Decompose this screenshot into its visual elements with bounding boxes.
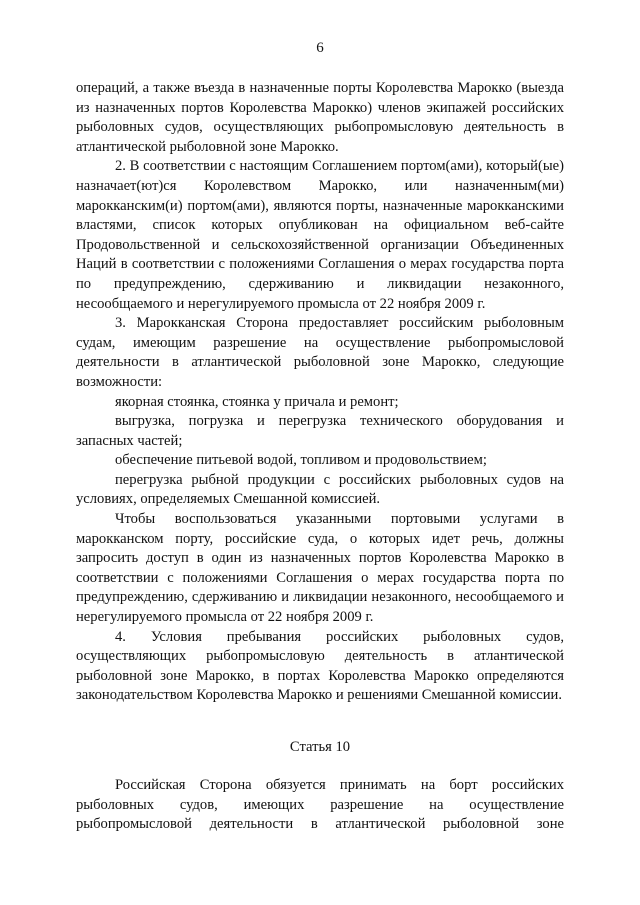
article-heading: Статья 10: [289, 739, 351, 755]
paragraph-continuation: операций, а также въезда в назначенные порты Королевства Марокко (выезда из назначенных портов Королевства Марокко) членов экипажей российских рыболовных судов, осуществляющих рыбопромысловую деятельность в атлантической рыболовной зоне Марокко.: [76, 80, 564, 155]
list-item-transshipment: перегрузка рыбной продукции с российских рыболовных судов на условиях, определяемых Смешанной комиссией.: [76, 471, 564, 508]
body-text: [76, 79, 564, 706]
list-item-supplies: обеспечение питьевой водой, топливом и продовольствием;: [115, 452, 487, 469]
paragraph-clause-4: 4. Условия пребывания российских рыболовных судов, осуществляющих рыбопромысловую деятельность в атлантической рыболовной зоне Марокко, в портах Королевства Марокко определяются законодательством Королевства Марокко и решениями Смешанной комиссии.: [76, 628, 564, 704]
paragraph-port-access: Чтобы воспользоваться указанными портовыми услугами в марокканском порту, российские суда, о которых идет речь, должны запросить доступ в один из назначенных портов Королевства Марокко в соответствии с положениями Соглашения о мерах государства порта по предупреждению, сдерживанию и ликвидации незаконного, несообщаемого и нерегулируемого промысла от 22 ноября 2009 г.: [76, 511, 564, 626]
article-paragraph: Российская Сторона обязуется принимать на борт российских рыболовных судов, имеющих разрешение на осуществление рыбопромысловой деятельности в атлантической рыболовной зоне: [76, 777, 564, 833]
article-body-text: [76, 776, 564, 835]
list-item-unloading: выгрузка, погрузка и перегрузка технического оборудования и запасных частей;: [76, 413, 564, 449]
paragraph-clause-3: 3. Марокканская Сторона предоставляет российским рыболовным судам, имеющим разрешение на осуществление рыбопромысловой деятельности в атлантической рыболовной зоне Марокко, следующие возможности:: [76, 315, 564, 390]
page-number: 6: [316, 40, 324, 56]
list-item-anchorage: якорная стоянка, стоянка у причала и ремонт;: [115, 393, 399, 410]
paragraph-clause-2: 2. В соответствии с настоящим Соглашением портом(ами), который(ые) назначает(ют)ся Королевством Марокко, или назначенным(ми) марокканским(и) портом(ами), являются порты, назначенные марокканскими властями, список которых опубликован на официальном веб-сайте Продовольственной и сельскохозяйственной организации Объединенных Наций в соответствии с положениями Соглашения о мерах государства порта по предупреждению, сдерживанию и ликвидации незаконного, несообщаемого и нерегулируемого промысла от 22 ноября 2009 г.: [76, 158, 564, 312]
